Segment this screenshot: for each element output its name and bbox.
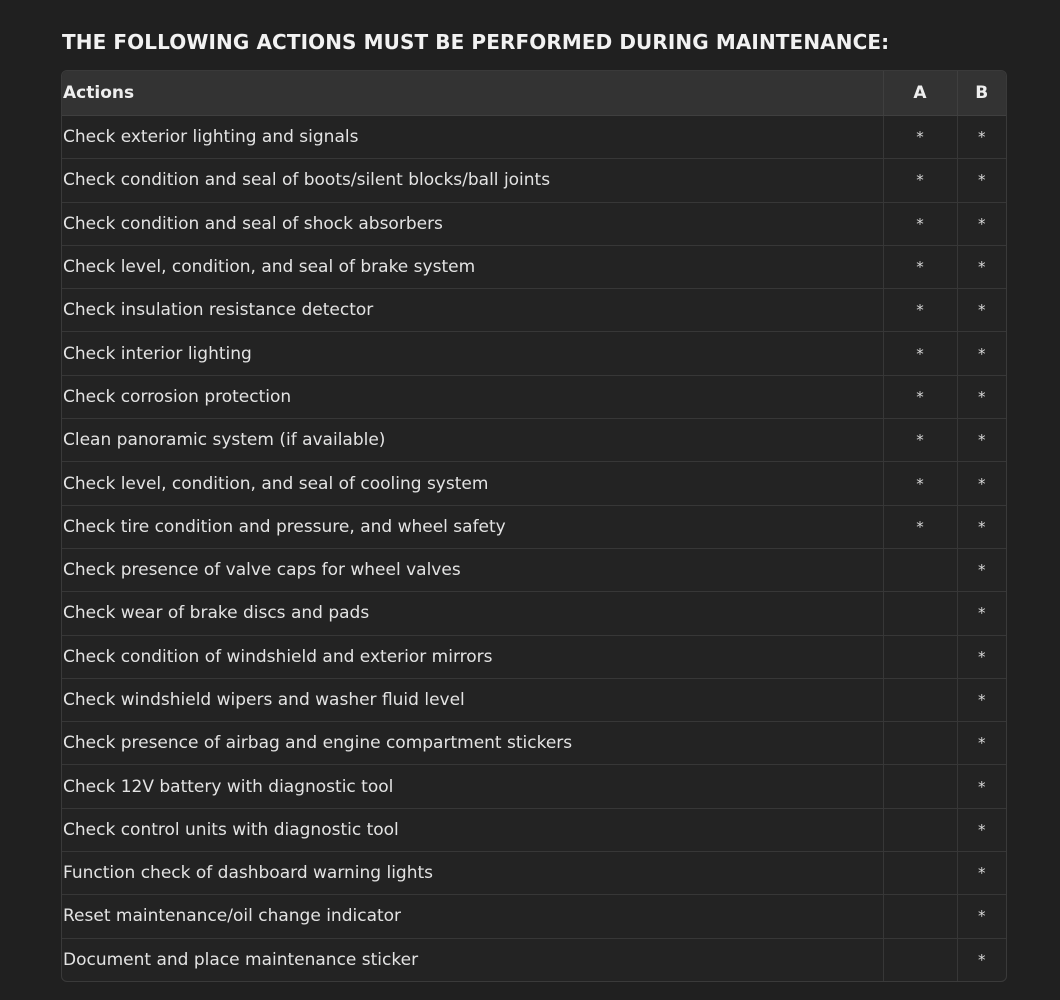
column-b-mark: *: [957, 765, 1006, 808]
column-b-mark: *: [957, 245, 1006, 288]
page-title: THE FOLLOWING ACTIONS MUST BE PERFORMED DURING MAINTENANCE:: [62, 30, 890, 54]
action-cell: Check condition of windshield and exterior mirrors: [62, 635, 883, 678]
action-cell: Check exterior lighting and signals: [62, 116, 883, 159]
action-cell: Check level, condition, and seal of brake system: [62, 245, 883, 288]
column-b-mark: *: [957, 895, 1006, 938]
column-b-mark: *: [957, 938, 1006, 981]
action-cell: Document and place maintenance sticker: [63, 949, 419, 970]
column-b-mark: *: [957, 635, 1006, 678]
column-a-mark: [883, 852, 957, 895]
column-a-mark: *: [883, 159, 957, 202]
table-row: [62, 548, 1006, 591]
column-b-mark: *: [957, 332, 1006, 375]
table-header: [62, 71, 1006, 116]
column-a-mark: [883, 635, 957, 678]
column-a-mark: [883, 548, 957, 591]
action-cell: Check presence of valve caps for wheel valves: [62, 548, 883, 591]
table-row: [62, 852, 1006, 895]
action-cell: Check 12V battery with diagnostic tool: [62, 765, 883, 808]
column-a-mark: [883, 592, 957, 635]
table-row: [62, 375, 1006, 418]
table-row: [62, 635, 1006, 678]
column-a-mark: *: [883, 202, 957, 245]
table-row: [62, 722, 1006, 765]
action-cell: Check interior lighting: [62, 332, 883, 375]
column-header-actions: Actions: [62, 71, 883, 116]
column-b-mark: *: [957, 462, 1006, 505]
action-cell: Check control units with diagnostic tool: [62, 808, 883, 851]
column-b-mark: *: [957, 592, 1006, 635]
column-a-mark: *: [883, 289, 957, 332]
table-row: [62, 332, 1006, 375]
table-header-row: [62, 71, 1006, 116]
action-cell: Check windshield wipers and washer fluid level: [62, 678, 883, 721]
table-row: [62, 592, 1006, 635]
column-header-b: B: [957, 71, 1006, 116]
column-a-mark: *: [883, 116, 957, 159]
column-b-mark: *: [957, 548, 1006, 591]
table-row: [62, 765, 1006, 808]
column-a-mark: *: [883, 419, 957, 462]
table-row: [62, 419, 1006, 462]
column-a-mark: *: [883, 245, 957, 288]
column-a-mark: [883, 808, 957, 851]
action-cell: Check level, condition, and seal of cooling system: [62, 462, 883, 505]
action-cell: Reset maintenance/oil change indicator: [62, 895, 883, 938]
table-row: [62, 202, 1006, 245]
column-a-mark: [883, 938, 957, 981]
column-b-mark: *: [957, 678, 1006, 721]
column-header-a: A: [883, 71, 957, 116]
action-cell: Clean panoramic system (if available): [62, 419, 883, 462]
action-cell: Check tire condition and pressure, and wheel safety: [62, 505, 883, 548]
table-row: [62, 116, 1006, 159]
column-b-mark: *: [957, 116, 1006, 159]
column-a-mark: *: [883, 462, 957, 505]
maintenance-table-grid: [62, 71, 1006, 981]
action-cell: Check corrosion protection: [62, 375, 883, 418]
table-row: [62, 505, 1006, 548]
column-b-mark: *: [957, 808, 1006, 851]
table-row: [62, 245, 1006, 288]
column-b-mark: *: [957, 505, 1006, 548]
action-cell: Function check of dashboard warning lights: [62, 852, 883, 895]
table-body: [62, 116, 1006, 981]
action-cell: Check wear of brake discs and pads: [62, 592, 883, 635]
column-b-mark: *: [957, 419, 1006, 462]
column-b-mark: *: [957, 289, 1006, 332]
table-row: [62, 938, 1006, 981]
table-row: [62, 462, 1006, 505]
column-a-mark: *: [883, 505, 957, 548]
column-b-mark: *: [957, 375, 1006, 418]
column-a-mark: [883, 895, 957, 938]
table-row: [62, 678, 1006, 721]
action-cell: Check presence of airbag and engine compartment stickers: [62, 722, 883, 765]
action-cell: Check condition and seal of boots/silent blocks/ball joints: [62, 159, 883, 202]
column-b-mark: *: [957, 159, 1006, 202]
column-a-mark: [883, 722, 957, 765]
maintenance-table: [61, 70, 1007, 982]
action-cell: Check insulation resistance detector: [62, 289, 883, 332]
column-b-mark: *: [957, 722, 1006, 765]
column-a-mark: *: [883, 332, 957, 375]
table-row: [62, 289, 1006, 332]
column-b-mark: *: [957, 202, 1006, 245]
table-row: [62, 159, 1006, 202]
column-b-mark: *: [957, 852, 1006, 895]
column-a-mark: [883, 678, 957, 721]
table-row: [62, 895, 1006, 938]
table-row: [62, 808, 1006, 851]
column-a-mark: [883, 765, 957, 808]
column-a-mark: *: [883, 375, 957, 418]
action-cell: Check condition and seal of shock absorbers: [62, 202, 883, 245]
